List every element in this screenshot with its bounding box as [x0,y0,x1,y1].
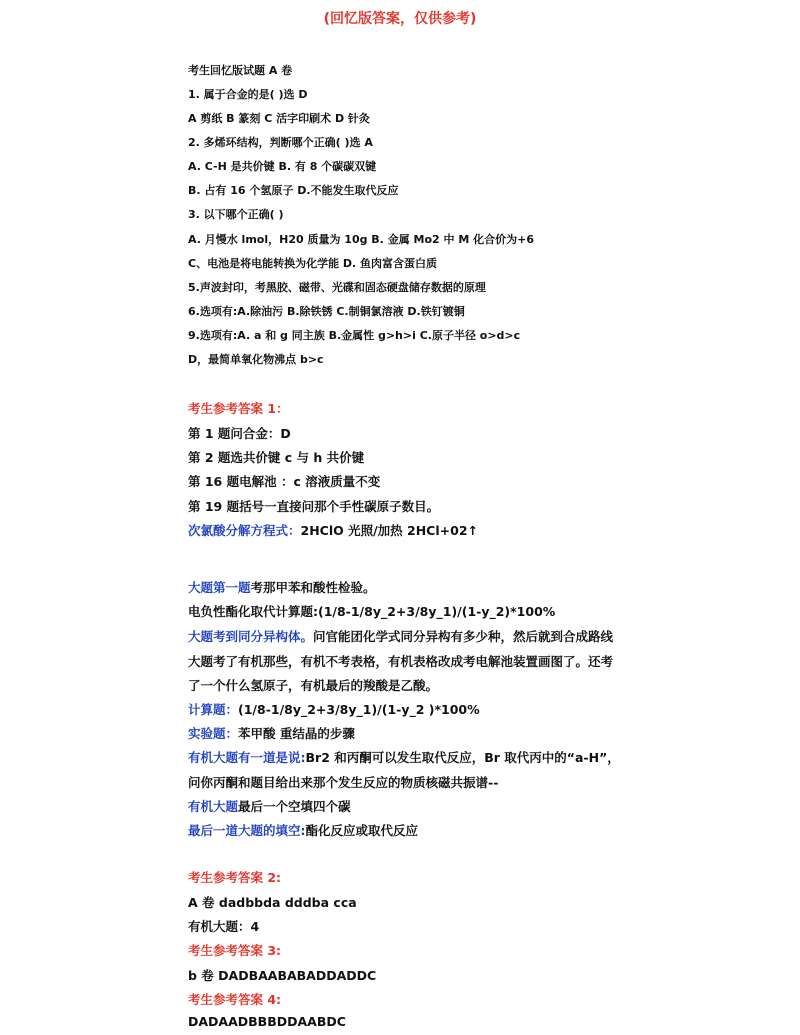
answers4-line1: DADAADBBBDDAABDC [188,1014,346,1029]
big-line-7-label: 实验题： [188,726,239,741]
answer-line: 第 19 题括号一直接问那个手性碳原子数目。 [188,499,440,514]
answer-line: 第 1 题问合金：D [188,426,291,441]
big-line-8-text: Br2 和丙酮可以发生取代反应，Br 取代丙中的“a-H”， [305,750,620,765]
big-line-5: 了一个什么氢原子，有机最后的羧酸是乙酸。 [188,678,439,693]
big-line-11-text: 酯化反应或取代反应 [305,823,419,838]
answers2-heading: 考生参考答案 2: [188,870,282,885]
big-line-9: 问你丙酮和题目给出来那个发生反应的物质核磁共振谱-- [188,775,499,790]
big-line-8-label: 有机大题有一道是说: [188,750,306,765]
paper-line: A. C-H 是共价键 B. 有 8 个碳碳双键 [188,160,377,173]
big-line-4: 大题考了有机那些，有机不考表格，有机表格改成考电解池装置画图了。还考 [188,654,614,669]
big-line-11-label: 最后一道大题的填空: [188,823,306,838]
paper-line: A 剪纸 B 篆刻 C 活字印刷术 D 针灸 [188,112,370,125]
paper-line: 5.声波封印，考黑胶、磁带、光碟和固态硬盘储存数据的原理 [188,281,486,294]
paper-line: 1. 属于合金的是( )选 D [188,88,308,101]
big-line-6 [188,700,480,718]
equation-line [188,521,478,539]
big-line-10-label: 有机大题 [188,799,239,814]
paper-line: C、电池是将电能转换为化学能 D. 鱼肉富含蛋白质 [188,257,438,270]
paper-line: D，最简单氧化物沸点 b>c [188,353,324,366]
answers1-heading: 考生参考答案 1： [188,401,289,416]
paper-line: 6.选项有:A.除油污 B.除铁锈 C.制铜氯溶液 D.铁钉镀铜 [188,305,465,318]
big-line-3 [188,627,613,645]
paper-heading: 考生回忆版试题 A 卷 [188,64,293,77]
big-line-10 [188,797,351,815]
big-line-11 [188,821,418,839]
big-line-7 [188,724,355,742]
answers3-line1: b 卷 DADBAABABADDADDC [188,968,377,983]
paper-line: 2. 多烯环结构，判断哪个正确( )选 A [188,136,373,149]
big-line-2: 电负性酯化取代计算题:(1/8-1/8y_2+3/8y_1)/(1-y_2)*100% [188,604,556,619]
big-line-3-label: 大题考到同分异构体。 [188,629,314,644]
answers4-heading: 考生参考答案 4: [188,992,282,1007]
answer-line: 第 2 题选共价键 c 与 h 共价键 [188,450,365,465]
big-line-8 [188,748,620,766]
equation-value: 2HClO 光照/加热 2HCl+02↑ [300,523,478,538]
big-line-6-text: (1/8-1/8y_2+3/8y_1)/(1-y_2 )*100% [238,702,480,717]
big-line-3-text: 问官能团化学式同分异构有多少种，然后就到合成路线 [313,629,614,644]
paper-line: 3. 以下哪个正确( ) [188,208,284,221]
big-line-1 [188,578,376,596]
big-line-7-text: 苯甲酸 重结晶的步骤 [238,726,355,741]
big-line-10-text: 最后一个空填四个碳 [238,799,351,814]
equation-label: 次氯酸分解方程式： [188,523,301,538]
paper-line: A. 月慢水 lmol，H20 质量为 10g B. 金属 Mo2 中 M 化合价为+6 [188,233,534,246]
paper-line: 9.选项有:A. a 和 g 同主族 B.金属性 g>h>i C.原子半径 o>d>c [188,329,521,342]
big-line-1-text: 考那甲苯和酸性检验。 [250,580,376,595]
answers2-line2: 有机大题：4 [188,919,260,934]
big-line-6-label: 计算题： [188,702,239,717]
page-header-title: (回忆版答案，仅供参考) [323,11,477,27]
answers3-heading: 考生参考答案 3: [188,943,282,958]
answers2-line1: A 卷 dadbbda dddba cca [188,895,357,910]
big-line-1-label: 大题第一题 [188,580,251,595]
answer-line: 第 16 题电解池 ：c 溶液质量不变 [188,474,381,489]
paper-line: B. 占有 16 个氢原子 D.不能发生取代反应 [188,184,399,197]
